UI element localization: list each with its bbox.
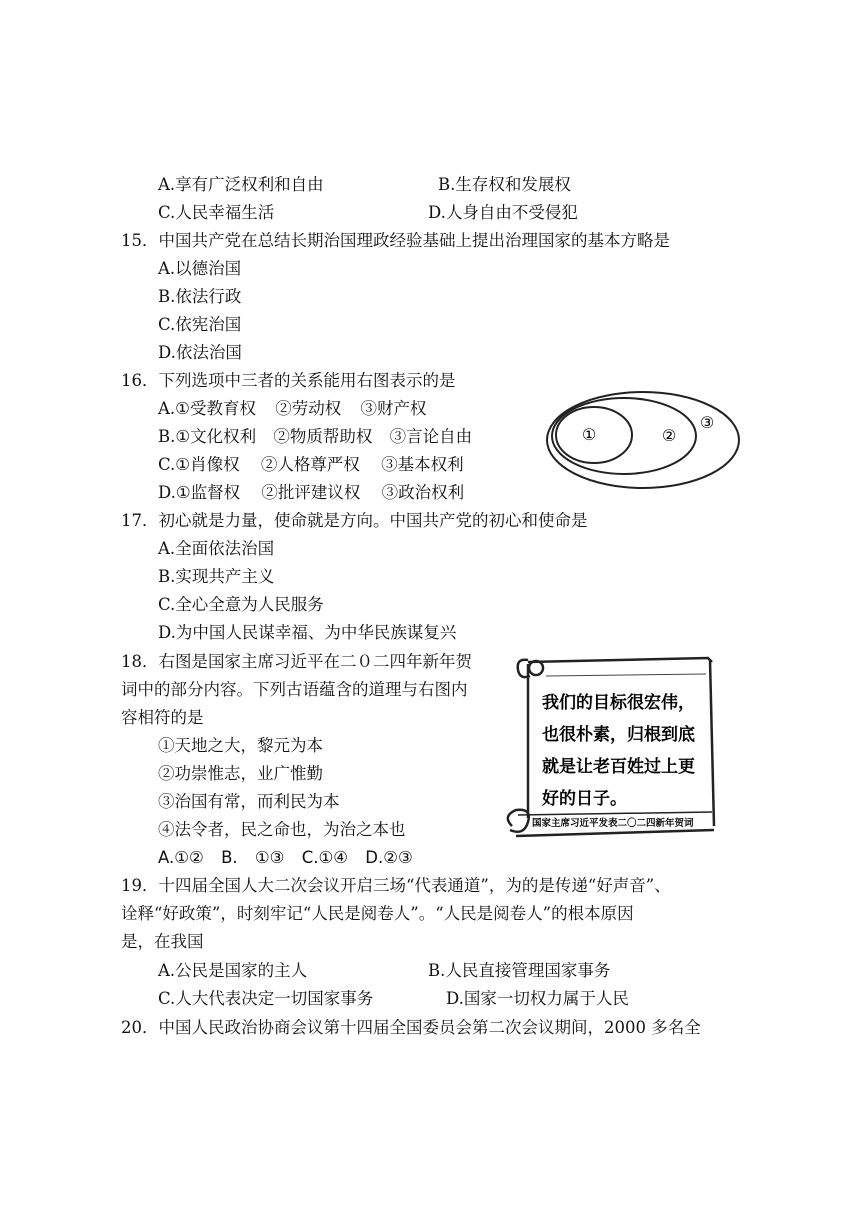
q16-option-a: A.①受教育权 ②劳动权 ③财产权 — [158, 399, 427, 418]
scroll-line-4: 好的日子。 — [542, 789, 627, 809]
q20-stem: 20．中国人民政治协商会议第十四届全国委员会第二次会议期间，2000 多名全 — [121, 1018, 701, 1037]
q19-option-b: B.人民直接管理国家事务 — [428, 961, 611, 980]
q17-option-d: D.为中国人民谋幸福、为中华民族谋复兴 — [158, 623, 457, 642]
label-1: ① — [581, 425, 597, 444]
q17-stem: 17．初心就是力量，使命就是方向。中国共产党的初心和使命是 — [121, 511, 588, 530]
q16-option-d: D.①监督权 ②批评建议权 ③政治权利 — [158, 483, 465, 502]
q18-stem-line-2: 词中的部分内容。下列古语蕴含的道理与右图内 — [121, 680, 468, 699]
q17-option-a: A.全面依法治国 — [158, 539, 275, 558]
scroll-line-1: 我们的目标很宏伟， — [542, 693, 695, 713]
q15-option-b: B.依法行政 — [158, 287, 242, 306]
q18-options: A.①② B. ①③ C.①④ D.②③ — [158, 848, 413, 867]
q19-stem-line-2: 诠释“好政策”，时刻牢记“人民是阅卷人”。“人民是阅卷人”的根本原因 — [121, 904, 634, 923]
q18-stem-line-1: 18．右图是国家主席习近平在二０二四年新年贺 — [121, 652, 472, 671]
q19-option-d: D.国家一切权力属于人民 — [446, 989, 629, 1008]
q18-item-3: ③治国有常，而利民为本 — [158, 792, 340, 811]
q14-option-a: A.享有广泛权利和自由 — [158, 175, 324, 194]
q19-stem-line-3: 是，在我国 — [121, 932, 204, 951]
q16-stem: 16．下列选项中三者的关系能用右图表示的是 — [121, 371, 456, 390]
q17-option-b: B.实现共产主义 — [158, 567, 275, 586]
q18-item-4: ④法令者，民之命也，为治之本也 — [158, 820, 406, 839]
q15-option-c: C.依宪治国 — [158, 315, 242, 334]
q18-item-2: ②功崇惟志，业广惟勤 — [158, 764, 323, 783]
q15-stem: 15．中国共产党在总结长期治国理政经验基础上提出治理国家的基本方略是 — [121, 231, 670, 250]
scroll-line-3: 就是让老百姓过上更 — [542, 757, 695, 777]
scroll-caption: 国家主席习近平发表二〇二四新年贺词 — [532, 818, 694, 829]
q17-option-c: C.全心全意为人民服务 — [158, 595, 324, 614]
new-year-message-scroll — [498, 650, 724, 844]
q16-option-b: B.①文化权利 ②物质帮助权 ③言论自由 — [158, 427, 473, 446]
q19-option-c: C.人大代表决定一切国家事务 — [158, 989, 374, 1008]
q15-option-d: D.依法治国 — [158, 343, 242, 362]
q18-stem-line-3: 容相符的是 — [121, 708, 204, 727]
scroll-line-2: 也很朴素，归根到底 — [542, 725, 695, 745]
q14-option-d: D.人身自由不受侵犯 — [428, 203, 578, 222]
q16-option-c: C.①肖像权 ②人格尊严权 ③基本权利 — [158, 455, 464, 474]
label-2: ② — [661, 426, 677, 445]
q19-stem-line-1: 19．十四届全国人大二次会议开启三场“代表通道”，为的是传递“好声音”、 — [121, 876, 671, 895]
q14-option-c: C.人民幸福生活 — [158, 203, 275, 222]
q15-option-a: A.以德治国 — [158, 259, 242, 278]
q14-option-b: B.生存权和发展权 — [438, 175, 571, 194]
q19-option-a: A.公民是国家的主人 — [158, 961, 308, 980]
q18-item-1: ①天地之大，黎元为本 — [158, 736, 323, 755]
nested-ellipses-diagram — [544, 388, 744, 492]
label-3: ③ — [699, 413, 715, 432]
